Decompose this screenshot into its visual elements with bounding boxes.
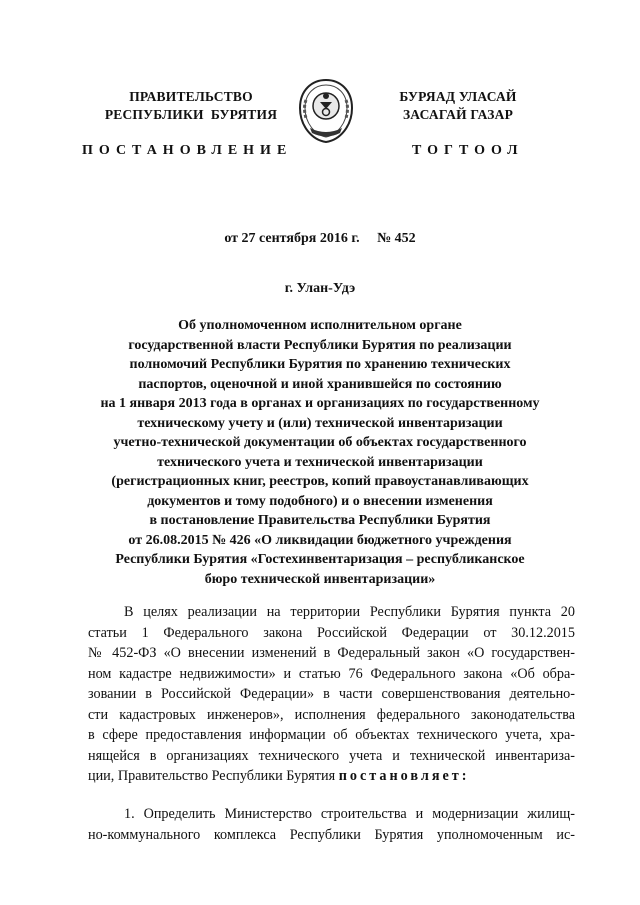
title-line: Республики Бурятия «Гостехинвентаризация – республиканское — [115, 552, 525, 567]
coat-of-arms-icon — [296, 78, 356, 144]
document-title — [80, 316, 560, 589]
body-line: В целях реализации на территории Республики Бурятия пункта 20 — [124, 604, 575, 620]
body-line: нящейся в организациях технического учета и технической инвентариза- — [88, 747, 575, 764]
header-right-line1: БУРЯАД УЛАСАЙ — [399, 89, 517, 104]
body-line: в сфере предоставления информации об объектах технического учета, хра- — [88, 727, 575, 743]
doc-type-right: ТОГТООЛ — [412, 143, 524, 158]
preamble-paragraph — [88, 602, 575, 787]
title-line: техническому учету и (или) технической инвентаризации — [137, 415, 503, 431]
title-line: Об уполномоченном исполнительном органе — [178, 318, 462, 333]
body-line: статьи 1 Федерального закона Российской Федерации от 30.12.2015 — [88, 624, 575, 641]
body-line: но-коммунального комплекса Республики Бурятия уполномоченным ис- — [88, 826, 575, 843]
resolve-word: постановляет: — [338, 768, 470, 784]
body-line-last — [88, 766, 575, 787]
title-line: государственной власти Республики Бурятия по реализации — [128, 337, 512, 353]
item-1-paragraph — [88, 804, 575, 845]
header-left-line2: РЕСПУБЛИКИ БУРЯТИЯ — [104, 107, 278, 122]
document-city: г. Улан-Удэ — [284, 281, 356, 296]
title-line: полномочий Республики Бурятия по хранению технических — [129, 357, 511, 372]
header-left-block — [96, 88, 286, 124]
body-line: сти кадастровых инженеров», исполнения федерального законодательства — [88, 706, 575, 723]
body-line: 1. Определить Министерство строительства и модернизации жилищ- — [124, 806, 575, 822]
title-line: на 1 января 2013 года в органах и организациях по государственному — [100, 396, 540, 411]
document-date-number: от 27 сентября 2016 г. № 452 — [224, 231, 416, 246]
title-line: бюро технической инвентаризации» — [204, 571, 436, 587]
body-line: зовании в Российской Федерации» в части совершенствования деятельно- — [88, 686, 575, 702]
body-line: ном кадастре недвижимости» и статью 76 Федерального закона «Об обра- — [88, 665, 575, 682]
title-line: документов и тому подобного) и о внесении изменения — [147, 493, 493, 509]
title-line: от 26.08.2015 № 426 «О ликвидации бюджетного учреждения — [128, 532, 512, 548]
header-left-line1: ПРАВИТЕЛЬСТВО — [129, 89, 253, 104]
body-line-text: ции, Правительство Республики Бурятия — [88, 768, 336, 784]
doc-type-left: ПОСТАНОВЛЕНИЕ — [82, 143, 293, 158]
title-line: в постановление Правительства Республики Бурятия — [149, 513, 491, 528]
header-right-line2: ЗАСАГАЙ ГАЗАР — [402, 107, 514, 122]
header-right-block — [378, 88, 538, 124]
title-line: (регистрационных книг, реестров, копий правоустанавливающих — [111, 474, 529, 489]
title-line: технического учета и технической инвентаризации — [157, 454, 483, 470]
body-line: № 452-ФЗ «О внесении изменений в Федеральный закон «О государствен- — [88, 645, 575, 661]
title-line: учетно-технической документации об объектах государственного — [113, 435, 527, 450]
title-line: паспортов, оценочной и иной хранившейся по состоянию — [138, 376, 502, 392]
